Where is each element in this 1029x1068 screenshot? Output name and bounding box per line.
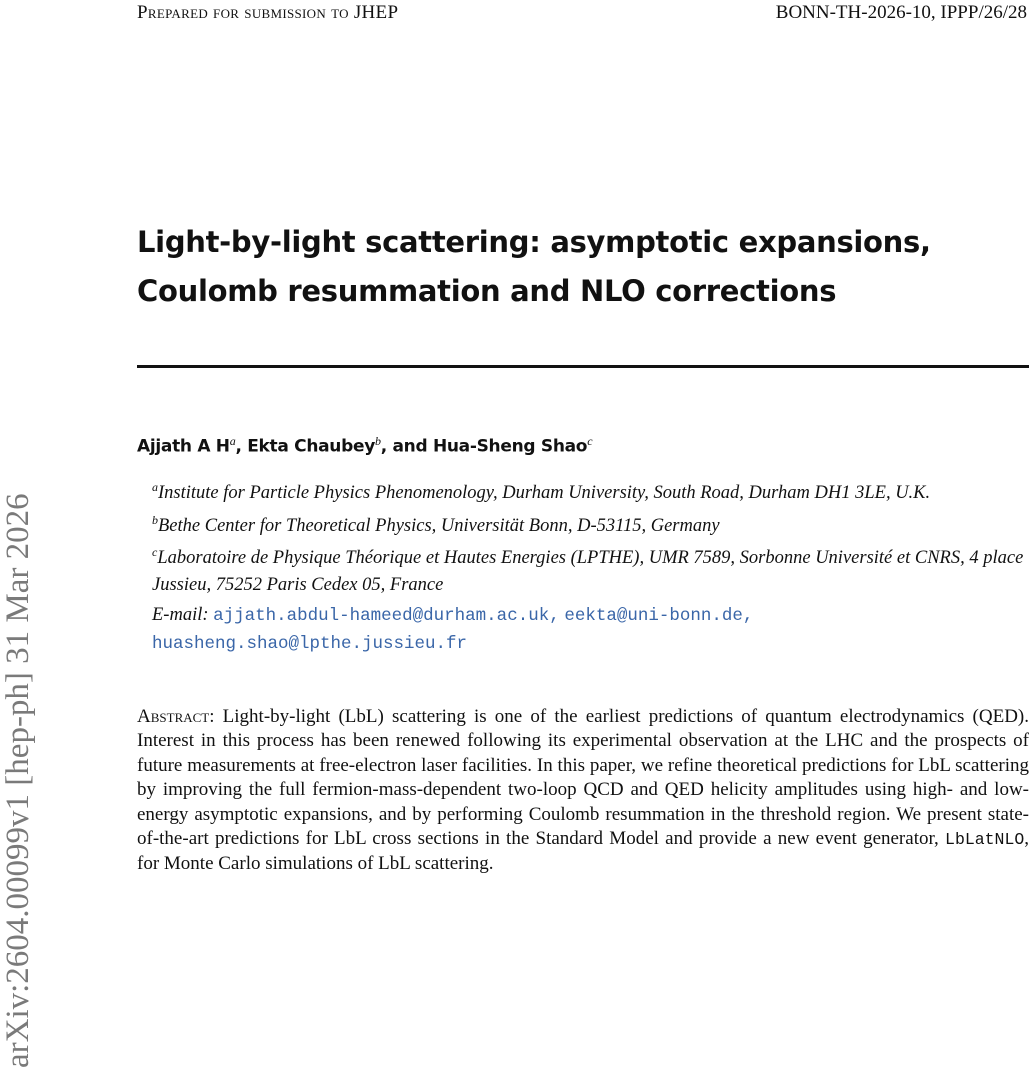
email-link[interactable]: huasheng.shao@lpthe.jussieu.fr xyxy=(152,634,468,655)
abstract-text: , for Monte Carlo simulations of LbL scattering. xyxy=(137,828,1029,875)
abstract xyxy=(137,705,1029,877)
author-name: Hua-Sheng Shao xyxy=(432,436,588,457)
journal-header: Prepared for submission to JHEP xyxy=(137,2,399,23)
email-link[interactable]: eekta@uni-bonn.de, xyxy=(564,606,754,627)
affil-text: Bethe Center for Theoretical Physics, Universität Bonn, D-53115, Germany xyxy=(158,515,720,536)
email-link[interactable]: ajjath.abdul-hameed@durham.ac.uk, xyxy=(213,606,560,627)
affil-mark: b xyxy=(152,512,158,527)
email-line xyxy=(152,602,1029,658)
affil-text: Institute for Particle Physics Phenomenology, Durham University, South Road, Durham DH1 3LE, U.K. xyxy=(158,483,931,504)
title-line: Light-by-light scattering: asymptotic expansions, xyxy=(137,225,931,259)
author-affil-mark: a xyxy=(229,434,236,448)
affiliation xyxy=(152,539,1029,598)
email-label: E-mail: xyxy=(152,605,209,626)
author-separator: , and xyxy=(380,436,433,457)
abstract-text: Light-by-light (LbL) scattering is one of the earliest predictions of quantum electrodynamics (QED). Interest in this process has been renewed following its experimental observation at the LHC and the prospects of future measurements at free-electron laser facilities. In this paper, we refine theoretical predictions for LbL scattering by improving the full fermion-mass-dependent two-loop QCD and QED helicity amplitudes using high- and low-energy asymptotic expansions, and by performing Coulomb resummation in the threshold region. We present state-of-the-art predictions for LbL cross sections in the Standard Model and provide a new event generator, xyxy=(137,706,1029,850)
arxiv-stamp: arXiv:2604.00099v1 [hep-ph] 31 Mar 2026 xyxy=(0,493,36,1068)
author-affil-mark: b xyxy=(375,434,381,448)
affiliations xyxy=(152,474,1029,658)
author-affil-mark: c xyxy=(587,434,593,448)
affil-mark: c xyxy=(152,545,158,560)
author-name: Ajjath A H xyxy=(137,436,230,457)
preprint-number: BONN-TH-2026-10, IPPP/26/28 xyxy=(775,2,1027,23)
paper-title xyxy=(137,218,1017,316)
affiliation xyxy=(152,474,1029,507)
affil-mark: a xyxy=(152,480,158,494)
author-list xyxy=(137,434,592,457)
affiliation xyxy=(152,507,1029,540)
title-rule xyxy=(137,365,1029,368)
abstract-label: Abstract: xyxy=(137,706,215,727)
software-name: LbLatNLO xyxy=(945,830,1025,850)
author-separator: , xyxy=(235,436,248,457)
affil-text: Laboratoire de Physique Théorique et Hautes Energies (LPTHE), UMR 7589, Sorbonne Université et CNRS, 4 place Jussieu, 75252 Paris Cedex 05, France xyxy=(152,548,1024,595)
author-name: Ekta Chaubey xyxy=(247,436,375,457)
title-line: Coulomb resummation and NLO corrections xyxy=(137,274,837,308)
